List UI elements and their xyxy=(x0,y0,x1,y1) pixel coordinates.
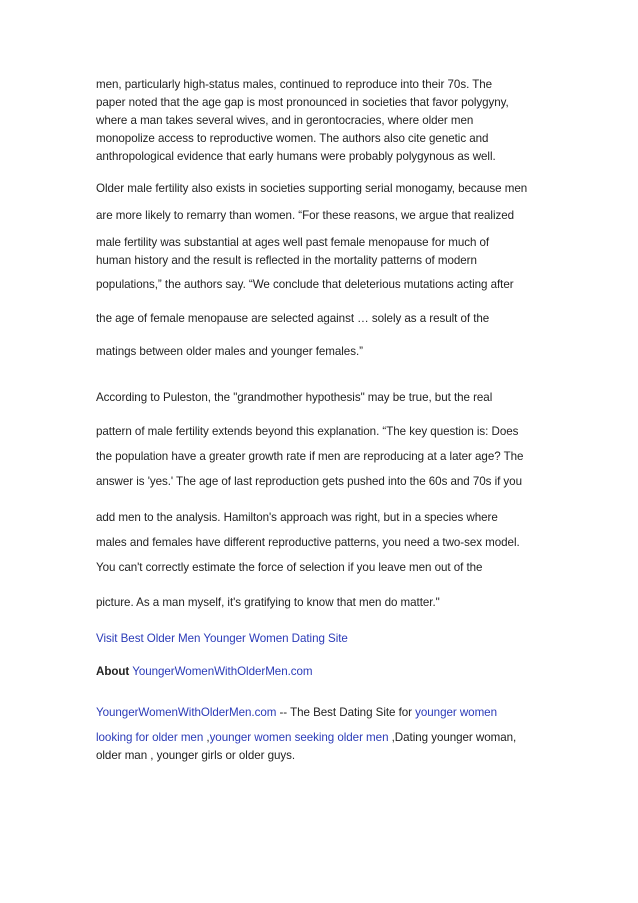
paragraph-line: where a man takes several wives, and in gerontocracies, where older men xyxy=(96,114,474,127)
paragraph-line: add men to the analysis. Hamilton's approach was right, but in a species where xyxy=(96,511,498,524)
footer-line-1 xyxy=(96,706,497,720)
paragraph-line: populations,” the authors say. “We conclude that deleterious mutations acting after xyxy=(96,278,514,291)
about-line xyxy=(96,665,313,679)
paragraph-line: matings between older males and younger females.” xyxy=(96,345,363,358)
footer-line-2 xyxy=(96,731,516,745)
about-site-link[interactable]: YoungerWomenWithOlderMen.com xyxy=(132,665,313,678)
paragraph-line: According to Puleston, the "grandmother hypothesis" may be true, but the real xyxy=(96,391,493,404)
paragraph-line: male fertility was substantial at ages well past female menopause for much of xyxy=(96,236,490,249)
paragraph-line: human history and the result is reflected in the mortality patterns of modern xyxy=(96,254,477,267)
paragraph-line: paper noted that the age gap is most pronounced in societies that favor polygyny, xyxy=(96,96,509,109)
paragraph-line: answer is 'yes.' The age of last reproduction gets pushed into the 60s and 70s if you xyxy=(96,475,522,488)
younger-women-link[interactable]: younger women xyxy=(415,706,497,719)
paragraph-line: Older male fertility also exists in societies supporting serial monogamy, because men xyxy=(96,182,528,195)
paragraph-line: anthropological evidence that early humans were probably polygynous as well. xyxy=(96,150,496,163)
paragraph-line: the population have a greater growth rate if men are reproducing at a later age? The xyxy=(96,450,524,463)
paragraph-line: men, particularly high-status males, continued to reproduce into their 70s. The xyxy=(96,78,493,91)
paragraph-line: monopolize access to reproductive women. The authors also cite genetic and xyxy=(96,132,489,145)
looking-for-older-men-link[interactable]: looking for older men xyxy=(96,731,204,744)
footer-comma-text: , xyxy=(203,731,210,744)
visit-site-link[interactable]: Visit Best Older Men Younger Women Dating Site xyxy=(96,632,348,645)
paragraph-line: pattern of male fertility extends beyond this explanation. “The key question is: Does xyxy=(96,425,519,438)
paragraph-line: the age of female menopause are selected against … solely as a result of the xyxy=(96,312,490,325)
paragraph-line: You can't correctly estimate the force of selection if you leave men out of the xyxy=(96,561,483,574)
about-label: About xyxy=(96,665,130,678)
footer-site-link[interactable]: YoungerWomenWithOlderMen.com xyxy=(96,706,277,719)
footer-dash-text: -- The Best Dating Site for xyxy=(276,706,416,719)
paragraph-line: males and females have different reproductive patterns, you need a two-sex model. xyxy=(96,536,520,549)
younger-women-seeking-older-men-link[interactable]: younger women seeking older men xyxy=(209,731,389,744)
footer-line-3: older man , younger girls or older guys. xyxy=(96,749,296,762)
footer-tail-text: ,Dating younger woman, xyxy=(388,731,517,744)
paragraph-line: are more likely to remarry than women. “For these reasons, we argue that realized xyxy=(96,209,515,222)
paragraph-line: picture. As a man myself, it's gratifying to know that men do matter." xyxy=(96,596,440,609)
